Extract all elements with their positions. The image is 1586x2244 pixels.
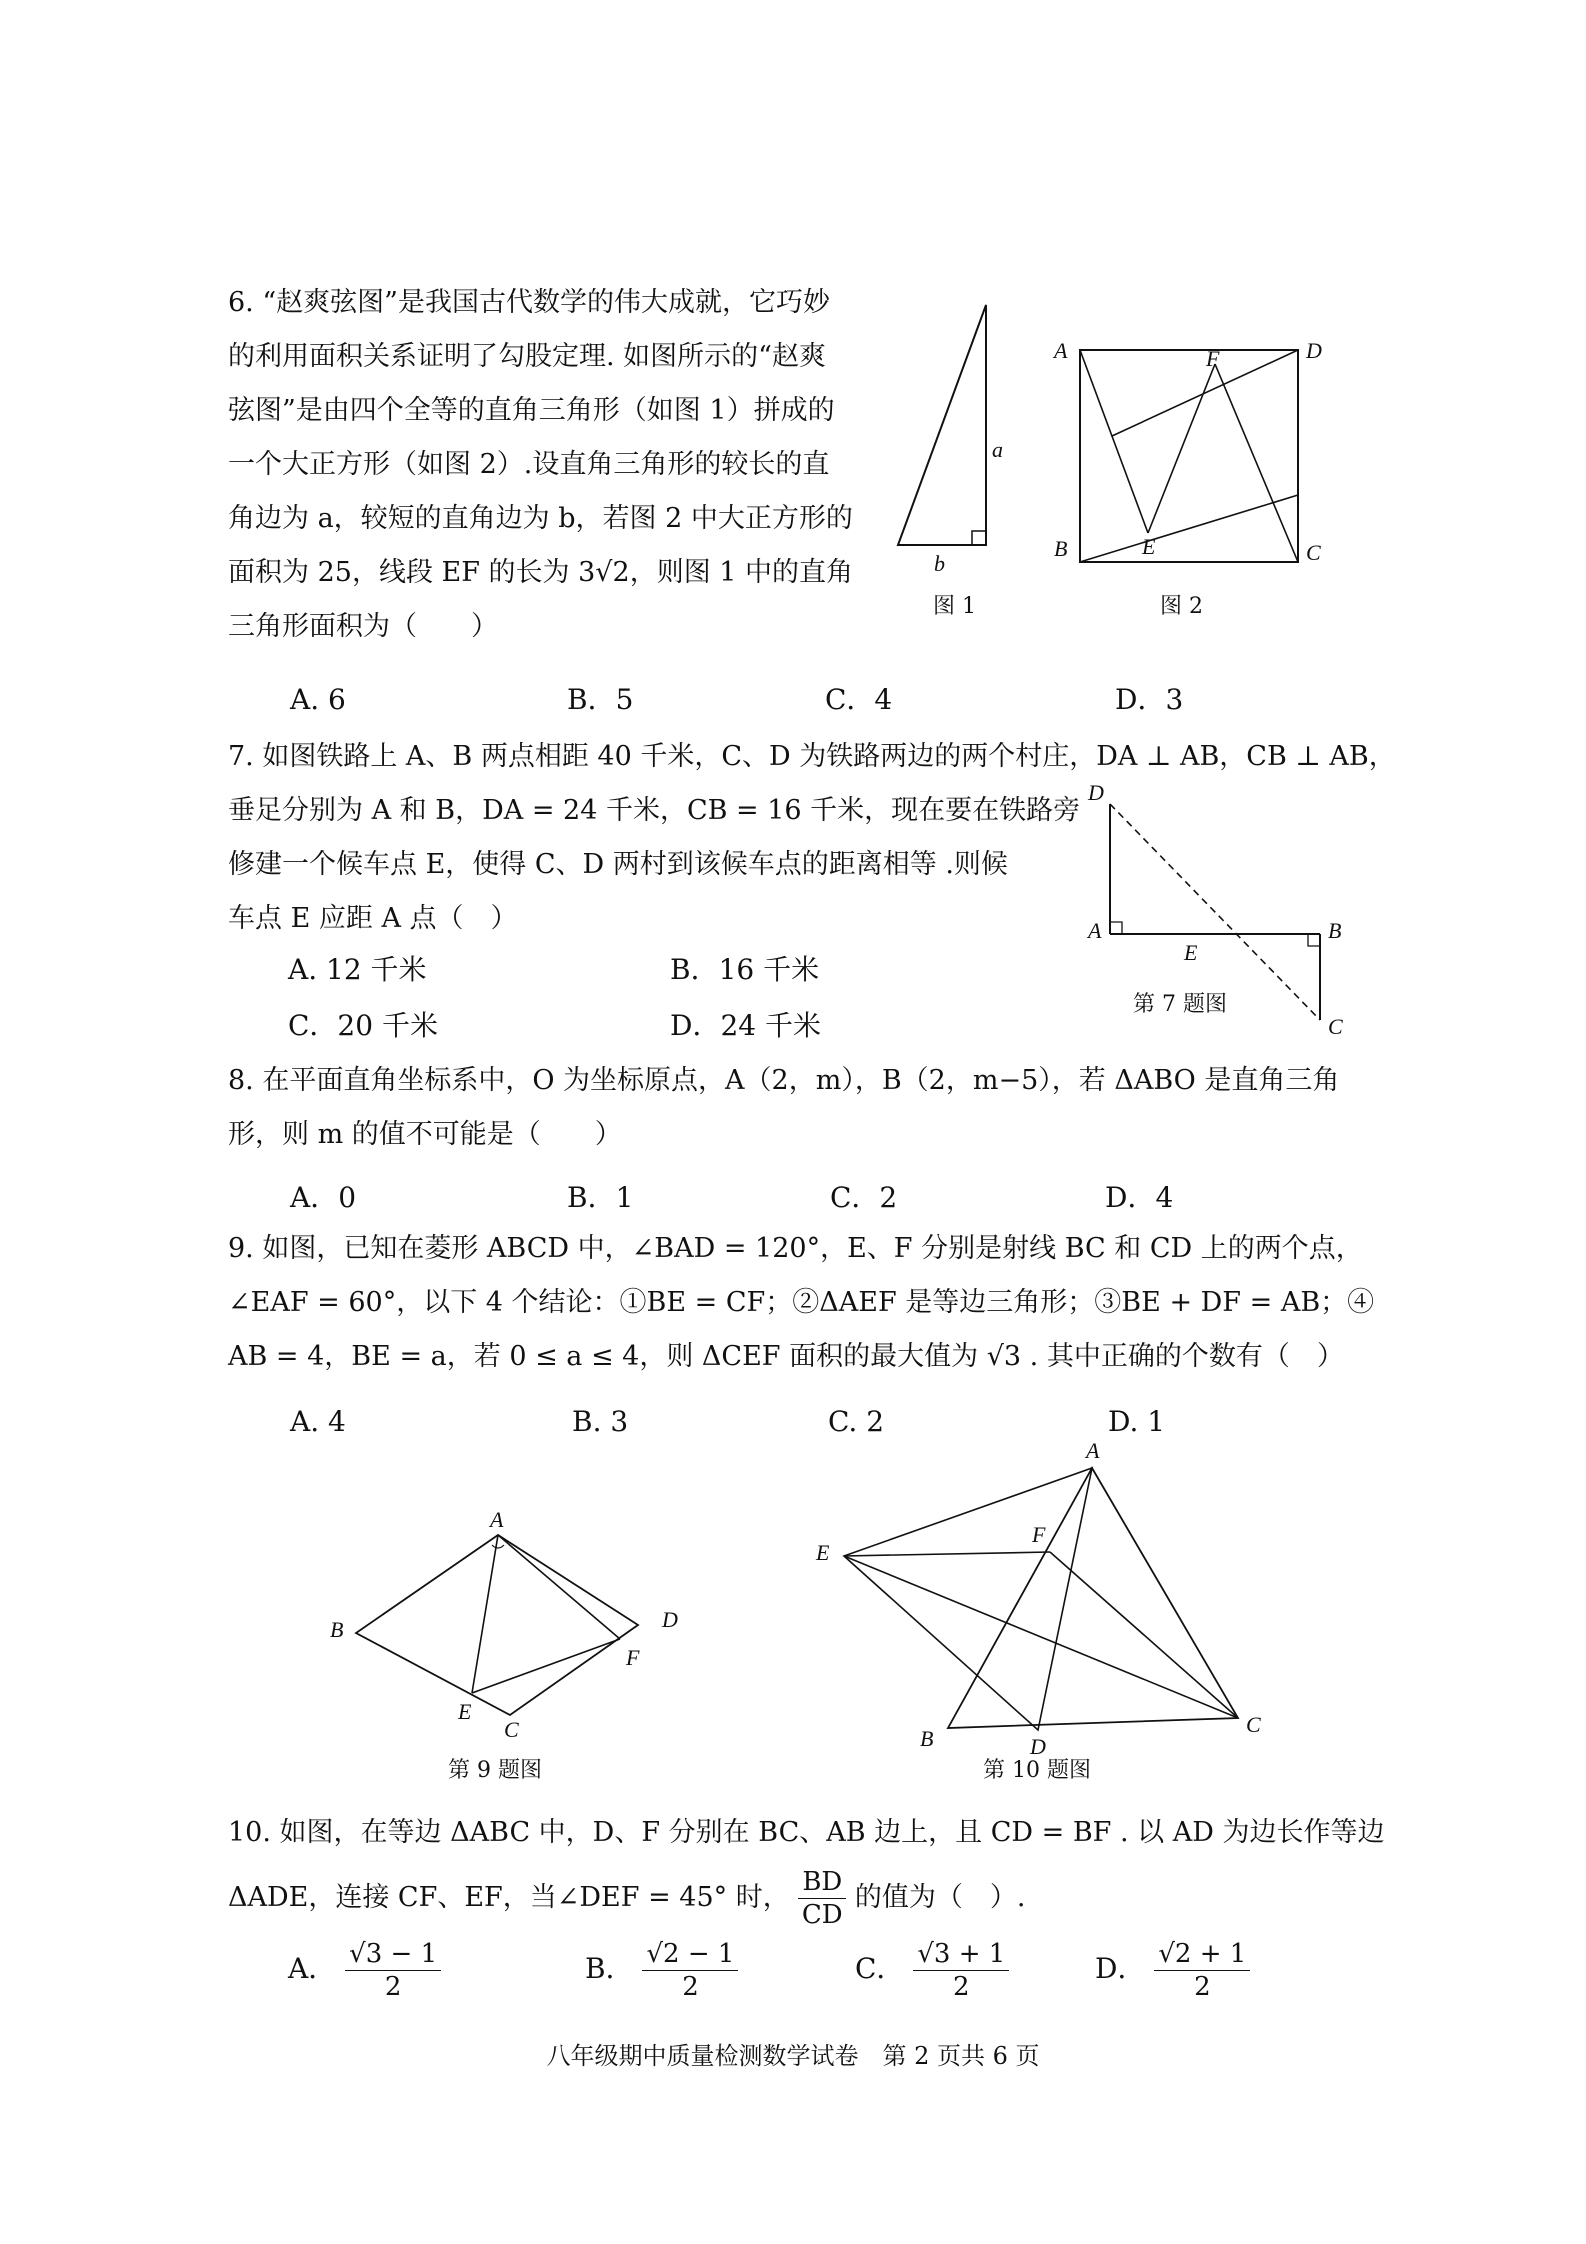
q7-option-b: B．16 千米 <box>670 953 820 986</box>
q8-option-d: D．4 <box>1105 1181 1174 1214</box>
q6-line-5: 角边为 a，较短的直角边为 b，若图 2 中大正方形的 <box>228 503 853 534</box>
q10-option-a-numerator: √3 − 1 <box>345 1938 441 1971</box>
q10-option-b <box>585 1938 738 2003</box>
q6-line-2: 的利用面积关系证明了勾股定理. 如图所示的“赵爽 <box>228 341 826 372</box>
q7-option-c: C．20 千米 <box>288 1009 438 1042</box>
q10-label-F: F <box>1032 1522 1046 1547</box>
q10-line-1: 10. 如图，在等边 ΔABC 中，D、F 分别在 BC、AB 边上，且 CD = BF . 以 AD 为边长作等边 <box>228 1817 1385 1848</box>
q7-line-1: 7. 如图铁路上 A、B 两点相距 40 千米，C、D 为铁路两边的两个村庄，DA ⊥ AB，CB ⊥ AB， <box>228 741 1396 772</box>
q7-option-a: A. 12 千米 <box>288 953 427 986</box>
fig2-label-B: B <box>1054 536 1068 561</box>
q10-label-B: B <box>920 1726 934 1751</box>
q6-option-d: D．3 <box>1115 683 1184 716</box>
q7-line-4: 车点 E 应距 A 点（ ） <box>228 903 518 934</box>
q10-option-c <box>855 1938 1009 2003</box>
q7-figure-caption: 第 7 题图 <box>1133 992 1227 1017</box>
q8-line-2: 形，则 m 的值不可能是（ ） <box>228 1119 622 1150</box>
fig2-label-F: F <box>1206 346 1220 371</box>
q6-figure-2 <box>1040 330 1340 570</box>
q10-option-d-numerator: √2 + 1 <box>1154 1938 1250 1971</box>
q7-label-A: A <box>1088 918 1102 943</box>
fig2-label-C: C <box>1306 540 1321 565</box>
q10-ratio-fraction <box>798 1866 846 1931</box>
q9-option-b: B. 3 <box>572 1405 629 1438</box>
q10-option-a-denominator: 2 <box>384 1972 402 2002</box>
q9-label-C: C <box>504 1717 519 1742</box>
q6-figure-1-caption: 图 1 <box>933 594 976 619</box>
fig1-label-b: b <box>934 551 945 576</box>
q7-label-E: E <box>1184 940 1198 965</box>
q10-option-a-fraction <box>345 1938 441 2003</box>
q9-line-1: 9. 如图，已知在菱形 ABCD 中，∠BAD = 120°，E、F 分别是射线 BC 和 CD 上的两个点， <box>228 1233 1363 1264</box>
q9-label-A: A <box>490 1507 504 1532</box>
fig1-label-a: a <box>992 437 1003 462</box>
q6-option-c: C．4 <box>825 683 893 716</box>
q7-label-B: B <box>1328 918 1342 943</box>
q9-option-c: C. 2 <box>828 1405 885 1438</box>
fig2-label-A: A <box>1054 338 1068 363</box>
fig2-label-D: D <box>1306 338 1322 363</box>
q6-line-7: 三角形面积为（ ） <box>228 611 498 642</box>
q7-line-2: 垂足分别为 A 和 B，DA = 24 千米，CB = 16 千米，现在要在铁路旁 <box>228 795 1081 826</box>
q9-option-d: D. 1 <box>1108 1405 1166 1438</box>
q10-option-d <box>1095 1938 1250 2003</box>
q10-label-D: D <box>1030 1734 1046 1759</box>
q10-line-2-post: 的值为（ ）. <box>854 1882 1026 1913</box>
q8-option-b: B．1 <box>567 1181 634 1214</box>
q10-option-b-fraction <box>642 1938 738 2003</box>
q7-label-D: D <box>1088 780 1104 805</box>
q10-line-2-pre: ΔADE，连接 CF、EF，当∠DEF = 45° 时， <box>228 1882 790 1913</box>
q7-line-3: 修建一个候车点 E，使得 C、D 两村到该候车点的距离相等 .则候 <box>228 849 1008 880</box>
q8-line-1: 8. 在平面直角坐标系中，O 为坐标原点，A（2，m），B（2，m−5），若 ΔABO 是直角三角 <box>228 1065 1340 1096</box>
q6-figure-2-caption: 图 2 <box>1160 594 1203 619</box>
q10-ratio-numerator: BD <box>798 1866 846 1899</box>
q10-option-b-numerator: √2 − 1 <box>642 1938 738 1971</box>
q10-figure <box>800 1440 1280 1760</box>
q6-line-1: 6. “赵爽弦图”是我国古代数学的伟大成就，它巧妙 <box>228 287 830 318</box>
fig2-label-E: E <box>1142 534 1156 559</box>
q9-label-B: B <box>330 1617 344 1642</box>
q10-option-c-letter: C． <box>855 1952 905 1985</box>
q10-option-c-denominator: 2 <box>953 1972 970 2002</box>
q10-option-d-denominator: 2 <box>1194 1972 1211 2002</box>
q9-line-3: AB = 4，BE = a，若 0 ≤ a ≤ 4，则 ΔCEF 面积的最大值为 √3 . 其中正确的个数有（ ） <box>228 1341 1344 1372</box>
q6-option-a: A. 6 <box>290 683 346 716</box>
q10-figure-caption: 第 10 题图 <box>983 1758 1091 1783</box>
q9-figure-caption: 第 9 题图 <box>448 1758 542 1783</box>
q9-label-E: E <box>458 1699 472 1724</box>
q10-option-b-denominator: 2 <box>682 1972 699 2002</box>
q6-line-3: 弦图”是由四个全等的直角三角形（如图 1）拼成的 <box>228 395 835 426</box>
q10-label-C: C <box>1246 1712 1261 1737</box>
q9-line-2: ∠EAF = 60°，以下 4 个结论：①BE = CF；②ΔAEF 是等边三角形；③BE + DF = AB；④ <box>228 1287 1375 1318</box>
q10-option-c-numerator: √3 + 1 <box>913 1938 1009 1971</box>
q6-option-b: B．5 <box>567 683 634 716</box>
q7-label-C: C <box>1328 1014 1343 1039</box>
q6-figure-1 <box>880 295 1003 576</box>
q10-option-d-fraction <box>1154 1938 1250 2003</box>
q8-option-c: C．2 <box>830 1181 898 1214</box>
q10-option-c-fraction <box>913 1938 1009 2003</box>
page-footer: 八年级期中质量检测数学试卷 第 2 页共 6 页 <box>546 2042 1040 2070</box>
q9-figure <box>320 1505 700 1742</box>
q10-option-a <box>288 1938 441 2003</box>
q10-ratio-denominator: CD <box>801 1900 843 1930</box>
q7-option-d: D．24 千米 <box>670 1009 821 1042</box>
q10-label-A: A <box>1086 1438 1100 1463</box>
q10-label-E: E <box>816 1540 830 1565</box>
q10-option-b-letter: B． <box>585 1952 634 1985</box>
q10-line-2 <box>228 1866 1025 1931</box>
q6-line-6: 面积为 25，线段 EF 的长为 3√2，则图 1 中的直角 <box>228 557 854 588</box>
q8-option-a: A．0 <box>290 1181 357 1214</box>
q10-option-d-letter: D． <box>1095 1952 1146 1985</box>
q9-label-F: F <box>626 1645 640 1670</box>
q9-label-D: D <box>662 1607 678 1632</box>
q9-option-a: A. 4 <box>290 1405 346 1438</box>
q10-option-a-letter: A． <box>288 1952 337 1985</box>
q6-line-4: 一个大正方形（如图 2）.设直角三角形的较长的直 <box>228 449 830 480</box>
